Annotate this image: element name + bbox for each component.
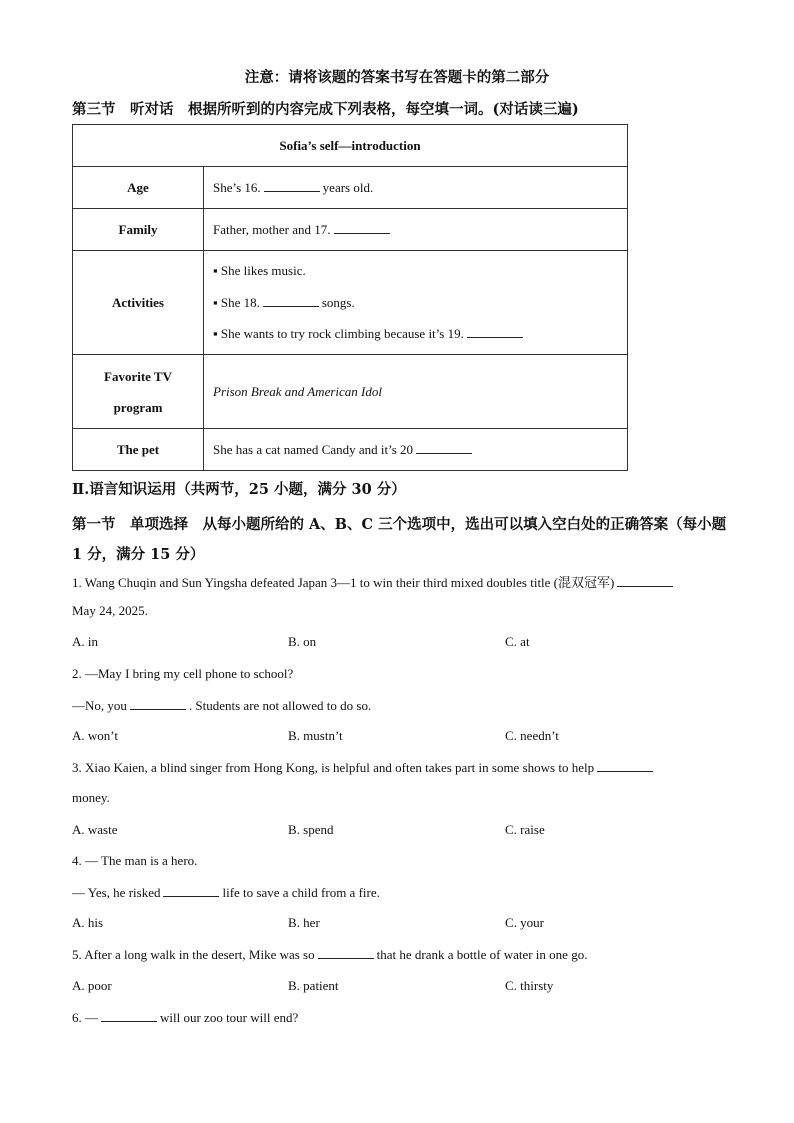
section1-heading: 第一节 单项选择 从每小题所给的 A、B、C 三个选项中，选出可以填入空白处的正确答案（每小题 1 分，满分 15 分） <box>72 516 727 563</box>
sofia-introduction-table <box>72 124 628 471</box>
table-row-age <box>73 167 628 209</box>
tv-label-line1: Favorite TV <box>104 368 172 384</box>
q4-post: life to save a child from a fire. <box>222 885 380 900</box>
age-text-pre: She’s 16. <box>213 180 261 195</box>
q4-option-c[interactable]: C. your <box>505 915 544 930</box>
part2-heading: Ⅱ.语言知识运用（共两节，25 小题，满分 30 分） <box>72 481 406 498</box>
family-cell <box>204 209 628 251</box>
q4-option-b[interactable]: B. her <box>288 915 320 930</box>
q4-blank[interactable] <box>163 884 219 897</box>
q1-option-b[interactable]: B. on <box>288 634 317 649</box>
q3-blank[interactable] <box>597 759 653 772</box>
table-row-tv <box>73 355 628 429</box>
q4-line1: 4. — The man is a hero. <box>72 853 198 868</box>
q2-option-b[interactable]: B. mustn’t <box>288 728 343 743</box>
q1-option-a[interactable]: A. in <box>72 634 98 649</box>
table-row-activities <box>73 251 628 355</box>
age-text-post: years old. <box>322 180 374 195</box>
q5-blank[interactable] <box>318 946 374 959</box>
q5-option-c[interactable]: C. thirsty <box>505 978 554 993</box>
q1-line1 <box>72 572 676 591</box>
q2-option-c[interactable]: C. needn’t <box>505 728 559 743</box>
q1-option-c[interactable]: C. at <box>505 634 530 649</box>
blank-16[interactable] <box>264 179 320 192</box>
q3-text: 3. Xiao Kaien, a blind singer from Hong Kong, is helpful and often takes part in some shows to help <box>72 760 595 775</box>
pet-cell <box>204 429 628 471</box>
q3-option-a[interactable]: A. waste <box>72 822 118 837</box>
activity-2-pre: ▪ She 18. <box>213 294 260 310</box>
section3-heading: 第三节 听对话 根据所听到的内容完成下列表格，每空填一词。(对话读三遍) <box>72 101 579 118</box>
q3-line1 <box>72 759 656 776</box>
age-cell <box>204 167 628 209</box>
q2-blank[interactable] <box>130 697 186 710</box>
q5-option-b[interactable]: B. patient <box>288 978 339 993</box>
answer-notice: 注意：请将该题的答案书写在答题卡的第二部分 <box>244 69 550 86</box>
q4-pre: — Yes, he risked <box>72 885 161 900</box>
family-label: Family <box>73 209 204 251</box>
activity-3 <box>213 318 618 350</box>
q1-blank[interactable] <box>617 574 673 587</box>
q6-pre: 6. — <box>72 1010 98 1025</box>
q2-line1: 2. —May I bring my cell phone to school? <box>72 666 294 681</box>
q5-pre: 5. After a long walk in the desert, Mike was so <box>72 947 315 962</box>
tv-value: Prison Break and American Idol <box>204 355 628 429</box>
activity-3-text: ▪ She wants to try rock climbing because it’s 19. <box>213 326 464 342</box>
pet-label: The pet <box>73 429 204 471</box>
q6-line1 <box>72 1009 298 1026</box>
table-title: Sofia’s self—introduction <box>73 125 628 167</box>
q3-option-c[interactable]: C. raise <box>505 822 545 837</box>
q2-line2 <box>72 697 371 714</box>
q5-line1 <box>72 946 587 963</box>
pet-text: She has a cat named Candy and it’s 20 <box>213 442 414 457</box>
blank-18[interactable] <box>263 294 319 307</box>
q2-pre: —No, you <box>72 698 127 713</box>
table-row-family <box>73 209 628 251</box>
family-text: Father, mother and 17. <box>213 222 331 237</box>
blank-20[interactable] <box>416 441 472 454</box>
blank-17[interactable] <box>334 221 390 234</box>
q6-blank[interactable] <box>101 1009 157 1022</box>
q4-option-a[interactable]: A. his <box>72 915 104 930</box>
q4-line2 <box>72 884 380 901</box>
q1-line2: May 24, 2025. <box>72 603 148 618</box>
tv-label <box>73 355 204 429</box>
q3-line2: money. <box>72 790 110 805</box>
q2-option-a[interactable]: A. won’t <box>72 728 118 743</box>
blank-19[interactable] <box>467 325 523 338</box>
activities-label: Activities <box>73 251 204 355</box>
q1-text: 1. Wang Chuqin and Sun Yingsha defeated Japan 3—1 to win their third mixed doubles title (混双冠军) <box>72 575 615 590</box>
activities-cell <box>204 251 628 355</box>
activity-2-post: songs. <box>321 294 355 310</box>
q6-post: will our zoo tour will end? <box>160 1010 299 1025</box>
q5-option-a[interactable]: A. poor <box>72 978 112 993</box>
q3-option-b[interactable]: B. spend <box>288 822 334 837</box>
tv-label-line2: program <box>113 399 163 415</box>
q5-post: that he drank a bottle of water in one go. <box>376 947 588 962</box>
age-label: Age <box>73 167 204 209</box>
table-row-pet <box>73 429 628 471</box>
activity-2 <box>213 287 618 319</box>
q2-post: . Students are not allowed to do so. <box>188 698 372 713</box>
activity-1: ▪ She likes music. <box>213 263 306 279</box>
